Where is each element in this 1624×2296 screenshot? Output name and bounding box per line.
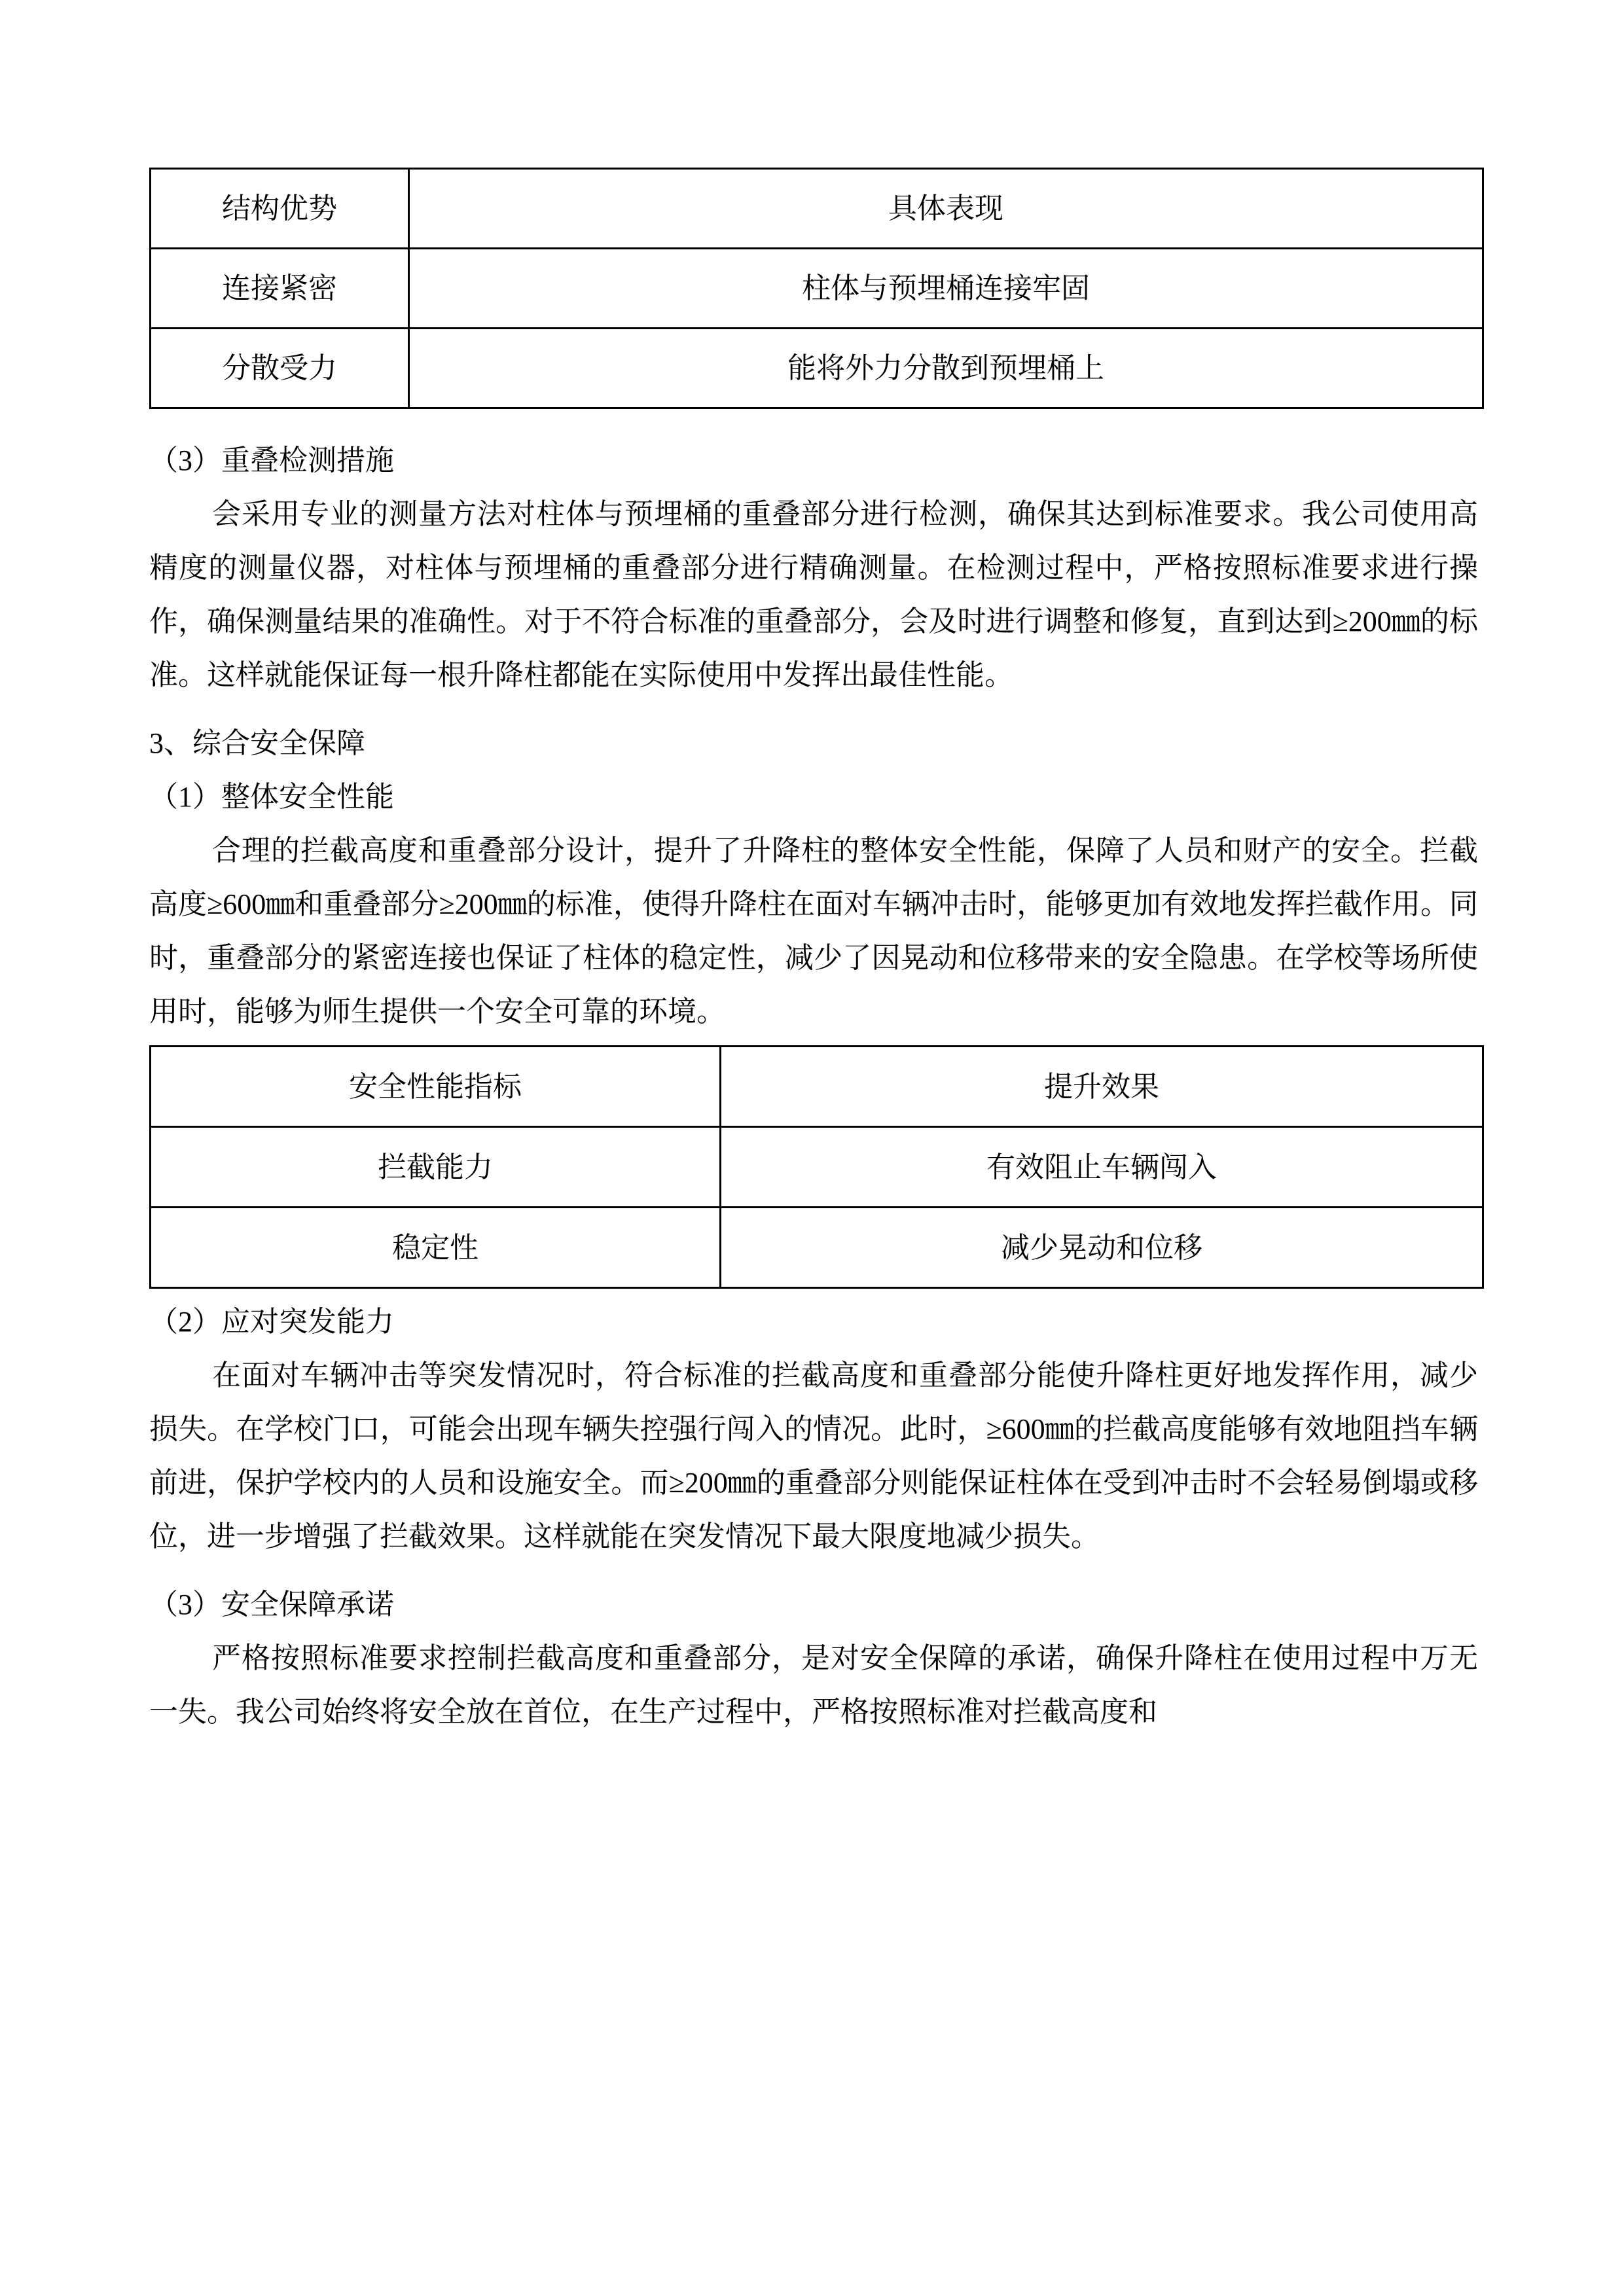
- table-cell-tight-connection: 连接紧密: [151, 249, 409, 329]
- heading-overall-safety-performance: （1）整体安全性能: [149, 781, 394, 813]
- table-row: [151, 1127, 1483, 1208]
- heading-emergency-response-ability: （2）应对突发能力: [149, 1306, 394, 1338]
- spacer: [149, 409, 1478, 434]
- heading-comprehensive-safety: 3、综合安全保障: [149, 727, 365, 759]
- table-header-cell-structure-advantage: 结构优势: [151, 169, 409, 249]
- table-row: [151, 329, 1483, 408]
- table-header-row: [151, 169, 1483, 249]
- table-row: [151, 249, 1483, 329]
- table-header-cell-safety-indicator: 安全性能指标: [151, 1047, 721, 1127]
- spacer: [149, 1564, 1478, 1578]
- safety-performance-table: [149, 1045, 1484, 1289]
- paragraph-safety-guarantee-commitment: 严格按照标准要求控制拦截高度和重叠部分，是对安全保障的承诺，确保升降柱在使用过程中万无一失。我公司始终将安全放在首位，在生产过程中，严格按照标准对拦截高度和: [149, 1642, 1478, 1728]
- spacer: [149, 1289, 1478, 1295]
- paragraph-emergency-response-ability: 在面对车辆冲击等突发情况时，符合标准的拦截高度和重叠部分能使升降柱更好地发挥作用，减少损失。在学校门口，可能会出现车辆失控强行闯入的情况。此时，≥600㎜的拦截高度能够有效地阻挡车辆前进，保护学校内的人员和设施安全。而≥200㎜的重叠部分则能保证柱体在受到冲击时不会轻易倒塌或移位，进一步增强了拦截效果。这样就能在突发情况下最大限度地减少损失。: [149, 1359, 1478, 1552]
- heading-overlap-detection-measures: （3）重叠检测措施: [149, 444, 394, 476]
- table-cell-distributed-force: 分散受力: [151, 329, 409, 408]
- table-cell-interception-ability-detail: 有效阻止车辆闯入: [721, 1127, 1483, 1208]
- paragraph-overall-safety-performance: 合理的拦截高度和重叠部分设计，提升了升降柱的整体安全性能，保障了人员和财产的安全。拦截高度≥600㎜和重叠部分≥200㎜的标准，使得升降柱在面对车辆冲击时，能够更加有效地发挥拦截作用。同时，重叠部分的紧密连接也保证了柱体的稳定性，减少了因晃动和位移带来的安全隐患。在学校等场所使用时，能够为师生提供一个安全可靠的环境。: [149, 834, 1478, 1028]
- table-header-row: [151, 1047, 1483, 1127]
- table-cell-interception-ability: 拦截能力: [151, 1127, 721, 1208]
- table-header-cell-specific-performance: 具体表现: [409, 169, 1483, 249]
- table-header-cell-improvement-effect: 提升效果: [721, 1047, 1483, 1127]
- spacer: [149, 702, 1478, 717]
- table-cell-stability: 稳定性: [151, 1208, 721, 1288]
- spacer: [149, 1039, 1478, 1045]
- heading-safety-guarantee-commitment: （3）安全保障承诺: [149, 1588, 394, 1621]
- paragraph-overlap-detection-measures: 会采用专业的测量方法对柱体与预埋桶的重叠部分进行检测，确保其达到标准要求。我公司使用高精度的测量仪器，对柱体与预埋桶的重叠部分进行精确测量。在检测过程中，严格按照标准要求进行操作，确保测量结果的准确性。对于不符合标准的重叠部分，会及时进行调整和修复，直到达到≥200㎜的标准。这样就能保证每一根升降柱都能在实际使用中发挥出最佳性能。: [149, 498, 1478, 691]
- table-cell-tight-connection-detail: 柱体与预埋桶连接牢固: [409, 249, 1483, 329]
- structure-advantage-table: [149, 168, 1484, 409]
- table-cell-distributed-force-detail: 能将外力分散到预埋桶上: [409, 329, 1483, 408]
- table-cell-stability-detail: 减少晃动和位移: [721, 1208, 1483, 1288]
- table-row: [151, 1208, 1483, 1288]
- document-content: [149, 168, 1478, 1739]
